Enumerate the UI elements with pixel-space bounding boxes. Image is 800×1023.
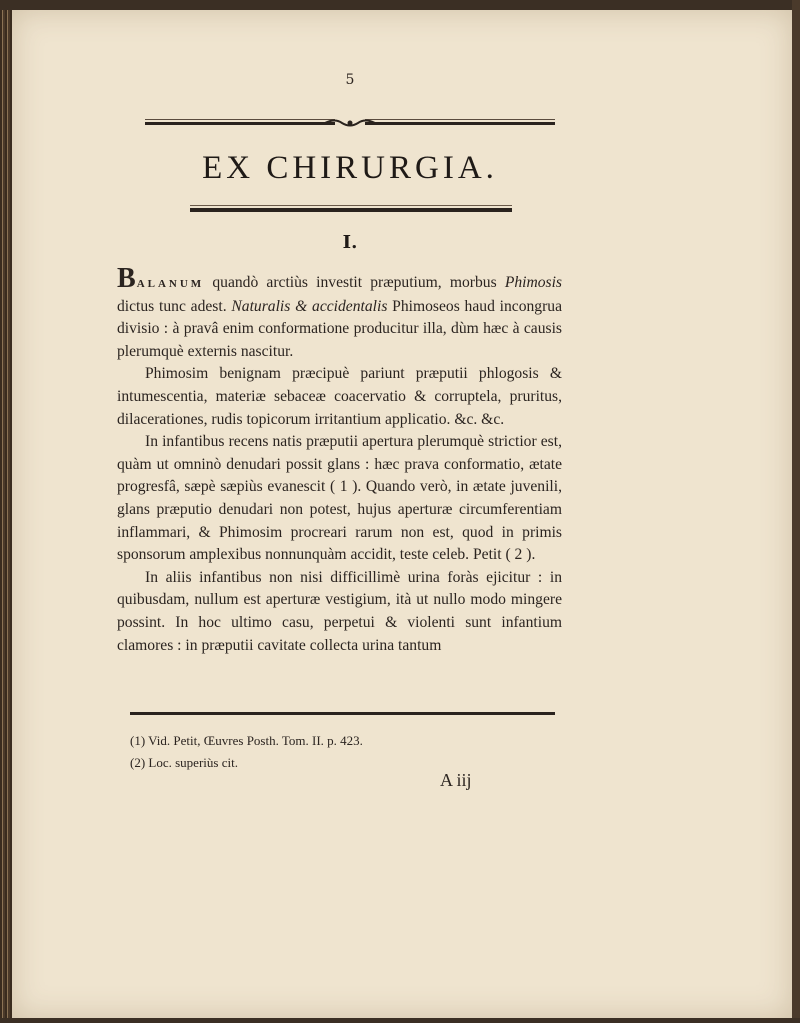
bottom-edge [0, 1018, 800, 1023]
ornamental-rule [145, 118, 555, 128]
footnote-2: (2) Loc. superiùs cit. [130, 755, 238, 770]
paragraph-1 [117, 263, 562, 363]
paragraph-3: In infantibus recens natis præputii apertura plerumquè strictior est, quàm ut omninò denudari possit glans : hæc prava conformatio, ætate progresfâ, sæpè sæpiùs evanescit ( 1 ). Quando verò, in ætate juvenili, glans præputio denudari non potest, hujus aperturæ circumferentiam inflammari, & Phimosim procreari rarum non est, quod in primis sponsorum amplexibus nonnunquàm accidit, teste celeb. Petit ( 2 ). [117, 433, 562, 564]
section-numeral: I. [342, 232, 358, 253]
paragraph-1-text-c: Phimoseos haud incongrua divisio : à pravâ enim conformatione producitur illa, dùm hæc à causis plerumquè externis nascitur. [117, 297, 562, 360]
footnote-1: (1) Vid. Petit, Œuvres Posth. Tom. II. p. 423. [130, 733, 363, 748]
paragraph-2: Phimosim benignam præcipuè pariunt præputii phlogosis & intumescentia, materiæ sebaceæ coacervatio & corruptela, pruritus, dilacerationes, rudis topicorum irritantium applicatio. &c. &c. [117, 365, 562, 428]
footnotes [130, 730, 550, 774]
drop-cap: B [117, 263, 137, 294]
paragraph-4: In aliis infantibus non nisi difficillimè urina foràs ejicitur : in quibusdam, nullum est aperturæ vestigium, ità ut nullo modo mingere possint. In hoc ultimo casu, perpetui & violenti sunt infantium clamores : in præputii cavitate collecta urina tantum [117, 568, 562, 654]
signature-mark: A iij [440, 770, 472, 790]
paragraph-1-italic-a: Phimosis [504, 274, 562, 291]
page-number: 5 [345, 72, 355, 88]
small-caps-word: ALANUM [136, 278, 205, 290]
body-text [117, 263, 562, 657]
section-title: EX CHIRURGIA. [202, 150, 498, 186]
right-edge [792, 0, 800, 1023]
book-binding [0, 10, 12, 1018]
top-edge [0, 0, 800, 10]
footnote-rule [130, 712, 555, 715]
paragraph-1-italic-b: Naturalis & accidentalis [231, 297, 388, 315]
paragraph-1-text-a: quandò arctiùs investit præputium, morbus [204, 274, 505, 291]
paragraph-1-text-b: dictus tunc adest. [117, 297, 232, 315]
title-rule [190, 208, 512, 212]
